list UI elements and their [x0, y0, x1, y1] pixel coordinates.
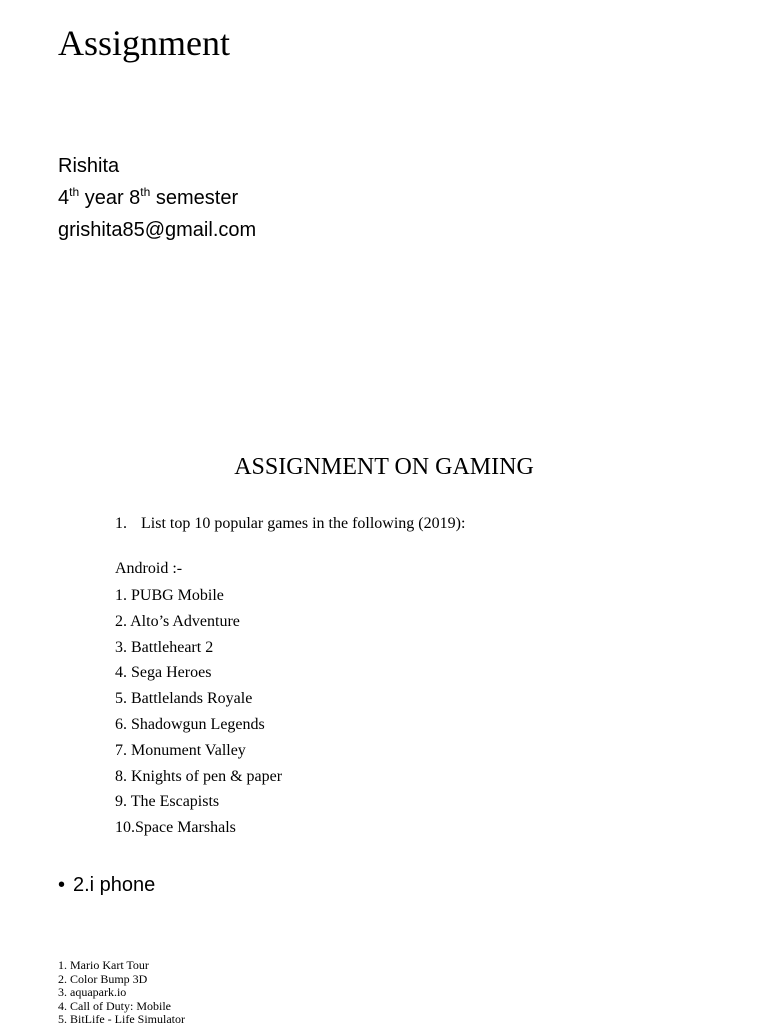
bullet-icon: •	[58, 874, 66, 896]
list-item: 2. Color Bump 3D	[58, 971, 148, 986]
list-item: 4. Call of Duty: Mobile	[58, 998, 171, 1013]
question-item	[115, 513, 465, 535]
list-item: 2. Alto’s Adventure	[115, 612, 240, 630]
list-item: 1. PUBG Mobile	[115, 587, 224, 604]
list-item: 10.Space Marshals	[115, 819, 236, 837]
semester-number: 8	[129, 187, 141, 209]
list-item: 7. Monument Valley	[115, 741, 246, 759]
list-item: 3. Battleheart 2	[115, 638, 214, 656]
android-games-list	[115, 583, 282, 841]
android-label: Android :-	[115, 560, 183, 577]
author-name: Rishita	[58, 155, 120, 177]
list-item: 5. Battlelands Royale	[115, 690, 253, 708]
year-ordinal-suffix: th	[69, 185, 80, 199]
iphone-games-list	[58, 959, 185, 1024]
question-text: List top 10 popular games in the following (2019):	[141, 515, 466, 532]
document-title: Assignment	[58, 23, 231, 63]
author-email: grishita85@gmail.com	[58, 219, 257, 241]
question-number: 1.	[115, 515, 127, 532]
list-item: 9. The Escapists	[115, 793, 220, 811]
section-heading: ASSIGNMENT ON GAMING	[234, 454, 534, 480]
list-item: 1. Mario Kart Tour	[58, 958, 149, 972]
semester-ordinal-suffix: th	[140, 185, 151, 199]
list-item: 8. Knights of pen & paper	[115, 767, 283, 785]
author-year-semester	[58, 182, 256, 214]
year-number: 4	[58, 187, 70, 209]
list-item: 4. Sega Heroes	[115, 664, 212, 682]
list-item: 3. aquapark.io	[58, 985, 127, 999]
author-info	[58, 150, 256, 246]
year-word: year	[79, 187, 130, 209]
iphone-heading	[58, 871, 155, 899]
list-item: 5. BitLife - Life Simulator	[58, 1012, 185, 1024]
semester-word: semester	[150, 187, 239, 209]
list-item: 6. Shadowgun Legends	[115, 715, 265, 733]
iphone-heading-text: 2.i phone	[73, 874, 156, 896]
